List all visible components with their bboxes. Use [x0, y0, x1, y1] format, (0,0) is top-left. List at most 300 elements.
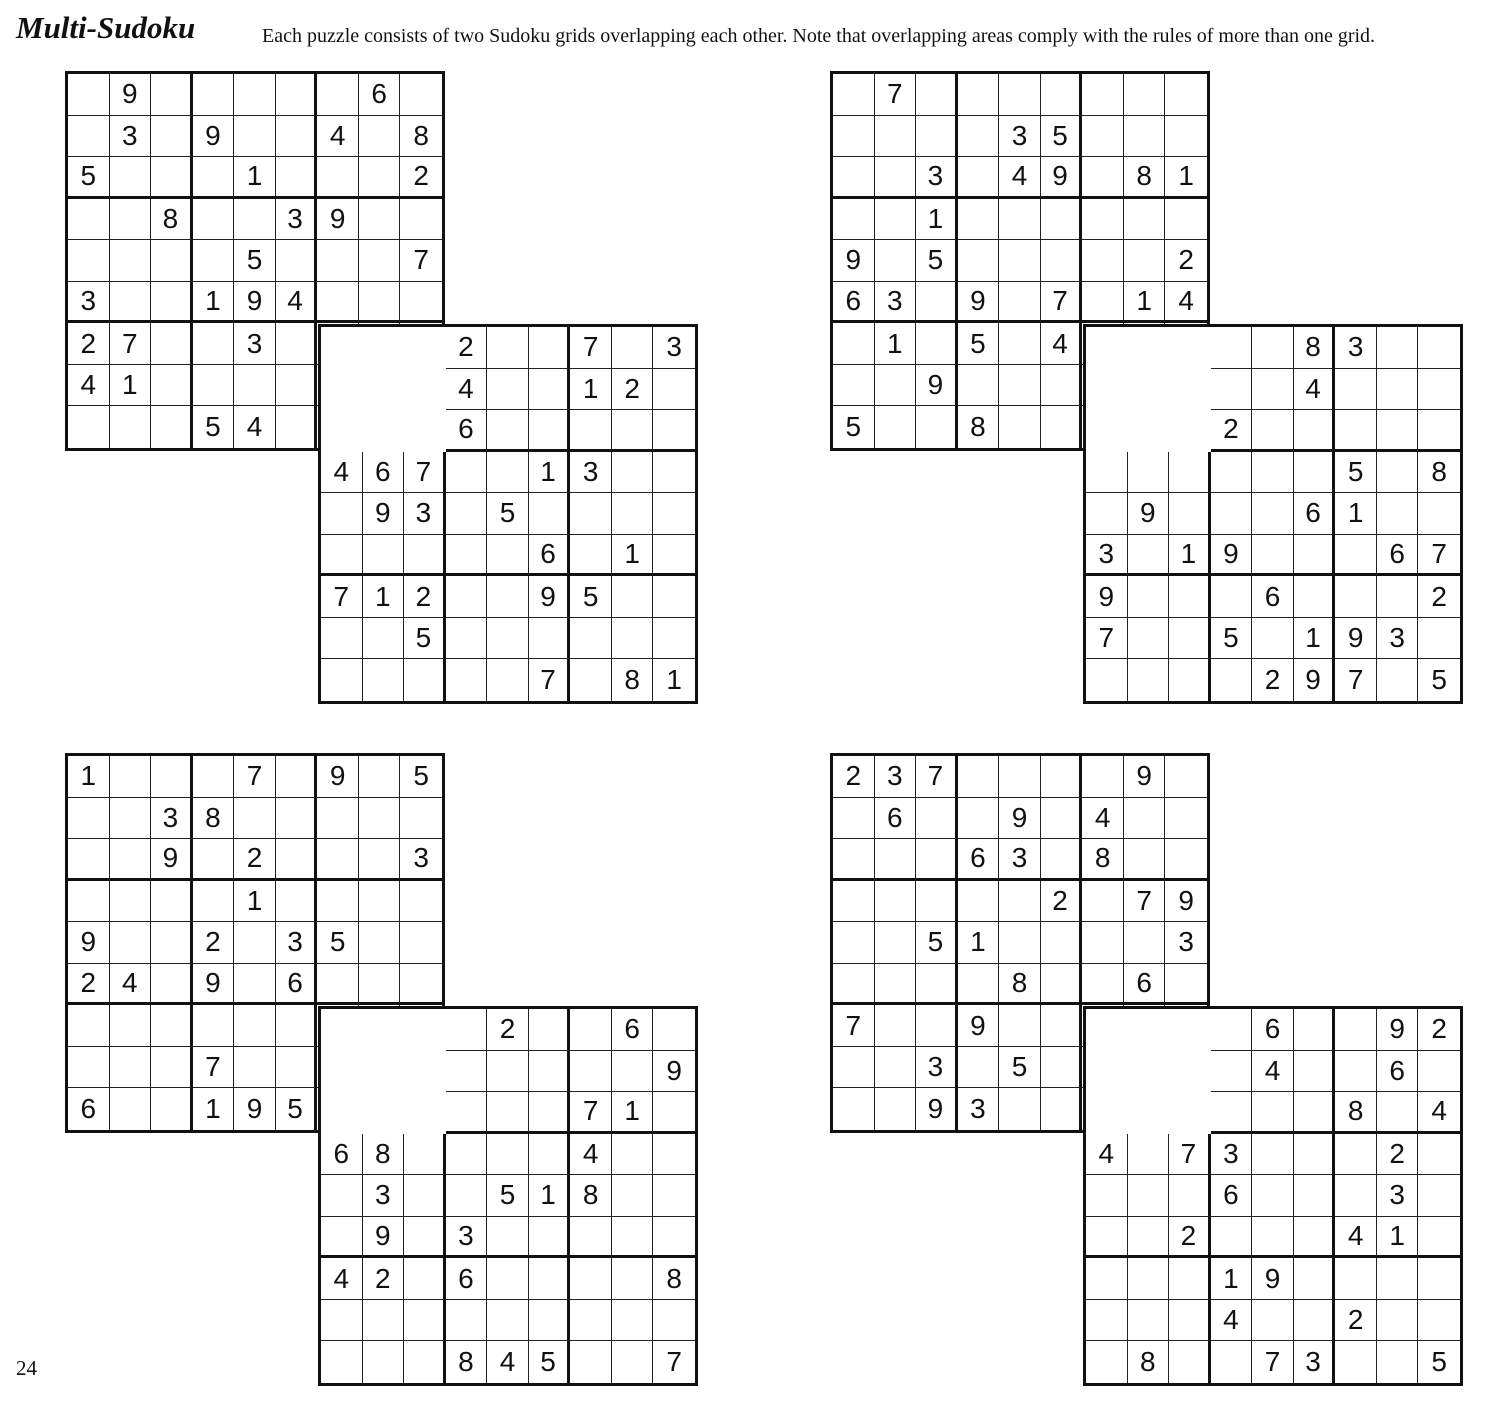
- sudoku-cell[interactable]: [1128, 1217, 1170, 1259]
- sudoku-cell[interactable]: [446, 1175, 488, 1217]
- sudoku-cell[interactable]: [487, 410, 529, 452]
- sudoku-cell[interactable]: [359, 116, 401, 158]
- sudoku-cell[interactable]: [1294, 1217, 1336, 1259]
- sudoku-cell[interactable]: [1335, 1341, 1377, 1383]
- sudoku-cell[interactable]: [999, 1088, 1041, 1130]
- sudoku-cell[interactable]: [1165, 798, 1207, 840]
- sudoku-cell[interactable]: [1294, 1092, 1336, 1134]
- sudoku-cell[interactable]: [653, 369, 695, 411]
- sudoku-cell[interactable]: [1041, 756, 1083, 798]
- sudoku-cell[interactable]: [1041, 798, 1083, 840]
- sudoku-cell[interactable]: [1252, 410, 1294, 452]
- sudoku-cell[interactable]: [1082, 116, 1124, 158]
- sudoku-cell[interactable]: [570, 1051, 612, 1093]
- sudoku-cell[interactable]: [1211, 659, 1253, 701]
- sudoku-cell[interactable]: [404, 1175, 446, 1217]
- sudoku-cell[interactable]: [612, 576, 654, 618]
- sudoku-cell[interactable]: [570, 410, 612, 452]
- sudoku-cell[interactable]: [359, 839, 401, 881]
- sudoku-cell[interactable]: [234, 74, 276, 116]
- sudoku-cell[interactable]: [1041, 240, 1083, 282]
- sudoku-cell[interactable]: [446, 576, 488, 618]
- sudoku-cell[interactable]: [529, 618, 571, 660]
- sudoku-cell[interactable]: [1294, 1258, 1336, 1300]
- sudoku-cell[interactable]: [193, 199, 235, 241]
- sudoku-cell[interactable]: [529, 493, 571, 535]
- sudoku-cell[interactable]: [1082, 240, 1124, 282]
- sudoku-cell[interactable]: [400, 922, 442, 964]
- sudoku-cell[interactable]: [400, 199, 442, 241]
- sudoku-cell[interactable]: [570, 535, 612, 577]
- sudoku-cell[interactable]: [1335, 1134, 1377, 1176]
- sudoku-cell[interactable]: [363, 1341, 405, 1383]
- sudoku-cell[interactable]: [68, 1005, 110, 1047]
- sudoku-cell[interactable]: [958, 74, 1000, 116]
- sudoku-cell[interactable]: [321, 659, 363, 701]
- sudoku-cell[interactable]: [151, 157, 193, 199]
- sudoku-cell[interactable]: [570, 1217, 612, 1259]
- sudoku-cell[interactable]: [487, 1300, 529, 1342]
- sudoku-cell[interactable]: [1124, 74, 1166, 116]
- sudoku-cell[interactable]: [1086, 493, 1128, 535]
- sudoku-cell[interactable]: [1252, 618, 1294, 660]
- sudoku-cell[interactable]: [916, 74, 958, 116]
- sudoku-cell[interactable]: [1086, 659, 1128, 701]
- sudoku-cell[interactable]: [1418, 410, 1460, 452]
- sudoku-cell[interactable]: [151, 74, 193, 116]
- sudoku-cell[interactable]: [916, 798, 958, 840]
- sudoku-cell[interactable]: [110, 881, 152, 923]
- sudoku-cell[interactable]: [1377, 452, 1419, 494]
- sudoku-cell[interactable]: [487, 659, 529, 701]
- sudoku-cell[interactable]: [68, 406, 110, 448]
- sudoku-cell[interactable]: [487, 576, 529, 618]
- sudoku-cell[interactable]: [317, 881, 359, 923]
- sudoku-cell[interactable]: [151, 282, 193, 324]
- sudoku-cell[interactable]: [446, 1134, 488, 1176]
- sudoku-cell[interactable]: [570, 1341, 612, 1383]
- sudoku-cell[interactable]: [916, 282, 958, 324]
- sudoku-cell[interactable]: [1082, 756, 1124, 798]
- sudoku-cell[interactable]: [916, 881, 958, 923]
- sudoku-cell[interactable]: [1041, 839, 1083, 881]
- sudoku-cell[interactable]: [958, 964, 1000, 1006]
- sudoku-cell[interactable]: [833, 116, 875, 158]
- sudoku-cell[interactable]: [446, 1092, 488, 1134]
- sudoku-cell[interactable]: [317, 964, 359, 1006]
- sudoku-cell[interactable]: [151, 240, 193, 282]
- sudoku-cell[interactable]: [1211, 1341, 1253, 1383]
- sudoku-cell[interactable]: [612, 327, 654, 369]
- sudoku-cell[interactable]: [404, 535, 446, 577]
- sudoku-cell[interactable]: [612, 1217, 654, 1259]
- sudoku-cell[interactable]: [193, 756, 235, 798]
- sudoku-cell[interactable]: [110, 1005, 152, 1047]
- sudoku-cell[interactable]: [446, 618, 488, 660]
- sudoku-cell[interactable]: [875, 1047, 917, 1089]
- sudoku-cell[interactable]: [999, 282, 1041, 324]
- sudoku-cell[interactable]: [1377, 1258, 1419, 1300]
- sudoku-cell[interactable]: [529, 369, 571, 411]
- sudoku-cell[interactable]: [446, 452, 488, 494]
- sudoku-cell[interactable]: [653, 1009, 695, 1051]
- sudoku-cell[interactable]: [653, 576, 695, 618]
- sudoku-cell[interactable]: [833, 922, 875, 964]
- sudoku-cell[interactable]: [1252, 1300, 1294, 1342]
- sudoku-cell[interactable]: [1335, 1051, 1377, 1093]
- sudoku-cell[interactable]: [400, 282, 442, 324]
- sudoku-cell[interactable]: [1377, 1300, 1419, 1342]
- sudoku-cell[interactable]: [359, 964, 401, 1006]
- sudoku-cell[interactable]: [1086, 1258, 1128, 1300]
- sudoku-cell[interactable]: [446, 1009, 488, 1051]
- sudoku-cell[interactable]: [321, 535, 363, 577]
- sudoku-cell[interactable]: [1418, 618, 1460, 660]
- sudoku-cell[interactable]: [234, 1005, 276, 1047]
- sudoku-cell[interactable]: [875, 199, 917, 241]
- sudoku-cell[interactable]: [68, 839, 110, 881]
- sudoku-cell[interactable]: [1418, 1258, 1460, 1300]
- sudoku-cell[interactable]: [833, 881, 875, 923]
- sudoku-cell[interactable]: [68, 1047, 110, 1089]
- sudoku-cell[interactable]: [1086, 1217, 1128, 1259]
- sudoku-cell[interactable]: [653, 535, 695, 577]
- sudoku-cell[interactable]: [653, 410, 695, 452]
- sudoku-cell[interactable]: [1252, 1134, 1294, 1176]
- sudoku-cell[interactable]: [612, 1051, 654, 1093]
- sudoku-cell[interactable]: [875, 881, 917, 923]
- sudoku-cell[interactable]: [359, 199, 401, 241]
- sudoku-cell[interactable]: [151, 406, 193, 448]
- sudoku-cell[interactable]: [68, 798, 110, 840]
- sudoku-cell[interactable]: [151, 323, 193, 365]
- sudoku-cell[interactable]: [68, 199, 110, 241]
- sudoku-cell[interactable]: [529, 1009, 571, 1051]
- sudoku-cell[interactable]: [1169, 1300, 1211, 1342]
- sudoku-cell[interactable]: [234, 116, 276, 158]
- sudoku-cell[interactable]: [276, 798, 318, 840]
- sudoku-cell[interactable]: [1082, 964, 1124, 1006]
- sudoku-cell[interactable]: [570, 659, 612, 701]
- sudoku-cell[interactable]: [1211, 576, 1253, 618]
- sudoku-cell[interactable]: [404, 1341, 446, 1383]
- sudoku-cell[interactable]: [359, 157, 401, 199]
- sudoku-cell[interactable]: [193, 74, 235, 116]
- sudoku-cell[interactable]: [446, 1300, 488, 1342]
- sudoku-cell[interactable]: [1252, 1175, 1294, 1217]
- sudoku-cell[interactable]: [276, 74, 318, 116]
- sudoku-cell[interactable]: [487, 1134, 529, 1176]
- sudoku-cell[interactable]: [653, 1134, 695, 1176]
- sudoku-cell[interactable]: [1169, 1175, 1211, 1217]
- sudoku-cell[interactable]: [321, 1341, 363, 1383]
- sudoku-cell[interactable]: [833, 157, 875, 199]
- sudoku-cell[interactable]: [404, 1134, 446, 1176]
- sudoku-cell[interactable]: [875, 157, 917, 199]
- sudoku-cell[interactable]: [529, 410, 571, 452]
- sudoku-cell[interactable]: [1377, 1341, 1419, 1383]
- sudoku-cell[interactable]: [1124, 922, 1166, 964]
- sudoku-cell[interactable]: [446, 659, 488, 701]
- sudoku-cell[interactable]: [1418, 1051, 1460, 1093]
- sudoku-cell[interactable]: [999, 365, 1041, 407]
- sudoku-cell[interactable]: [999, 756, 1041, 798]
- sudoku-cell[interactable]: [1294, 1175, 1336, 1217]
- sudoku-cell[interactable]: [1252, 452, 1294, 494]
- sudoku-cell[interactable]: [359, 798, 401, 840]
- sudoku-cell[interactable]: [1211, 493, 1253, 535]
- sudoku-cell[interactable]: [1252, 369, 1294, 411]
- sudoku-cell[interactable]: [151, 1088, 193, 1130]
- sudoku-cell[interactable]: [1335, 1009, 1377, 1051]
- sudoku-cell[interactable]: [110, 1088, 152, 1130]
- sudoku-cell[interactable]: [875, 240, 917, 282]
- sudoku-cell[interactable]: [1252, 1217, 1294, 1259]
- sudoku-cell[interactable]: [529, 1051, 571, 1093]
- sudoku-cell[interactable]: [833, 365, 875, 407]
- sudoku-cell[interactable]: [1124, 116, 1166, 158]
- sudoku-cell[interactable]: [487, 535, 529, 577]
- sudoku-cell[interactable]: [1335, 369, 1377, 411]
- sudoku-cell[interactable]: [1252, 535, 1294, 577]
- sudoku-cell[interactable]: [1128, 659, 1170, 701]
- sudoku-cell[interactable]: [1211, 452, 1253, 494]
- sudoku-cell[interactable]: [612, 1175, 654, 1217]
- sudoku-cell[interactable]: [1041, 74, 1083, 116]
- sudoku-cell[interactable]: [1377, 659, 1419, 701]
- sudoku-cell[interactable]: [276, 756, 318, 798]
- sudoku-cell[interactable]: [1128, 535, 1170, 577]
- sudoku-cell[interactable]: [1082, 881, 1124, 923]
- sudoku-cell[interactable]: [68, 881, 110, 923]
- sudoku-cell[interactable]: [110, 756, 152, 798]
- sudoku-cell[interactable]: [958, 881, 1000, 923]
- sudoku-cell[interactable]: [1165, 116, 1207, 158]
- sudoku-cell[interactable]: [999, 240, 1041, 282]
- sudoku-cell[interactable]: [1128, 1258, 1170, 1300]
- sudoku-cell[interactable]: [999, 323, 1041, 365]
- sudoku-cell[interactable]: [1169, 659, 1211, 701]
- sudoku-cell[interactable]: [400, 964, 442, 1006]
- sudoku-cell[interactable]: [110, 199, 152, 241]
- sudoku-cell[interactable]: [1124, 199, 1166, 241]
- sudoku-cell[interactable]: [1128, 618, 1170, 660]
- sudoku-cell[interactable]: [151, 365, 193, 407]
- sudoku-cell[interactable]: [999, 406, 1041, 448]
- sudoku-cell[interactable]: [1377, 410, 1419, 452]
- sudoku-cell[interactable]: [276, 157, 318, 199]
- sudoku-cell[interactable]: [359, 881, 401, 923]
- sudoku-cell[interactable]: [1082, 922, 1124, 964]
- sudoku-cell[interactable]: [321, 493, 363, 535]
- sudoku-cell[interactable]: [193, 1005, 235, 1047]
- sudoku-cell[interactable]: [958, 116, 1000, 158]
- sudoku-cell[interactable]: [193, 365, 235, 407]
- sudoku-cell[interactable]: [958, 365, 1000, 407]
- sudoku-cell[interactable]: [234, 1047, 276, 1089]
- sudoku-cell[interactable]: [958, 199, 1000, 241]
- sudoku-cell[interactable]: [1165, 74, 1207, 116]
- sudoku-cell[interactable]: [916, 1005, 958, 1047]
- sudoku-cell[interactable]: [1086, 452, 1128, 494]
- sudoku-cell[interactable]: [359, 756, 401, 798]
- sudoku-cell[interactable]: [1335, 535, 1377, 577]
- sudoku-cell[interactable]: [110, 1047, 152, 1089]
- sudoku-cell[interactable]: [1418, 1134, 1460, 1176]
- sudoku-cell[interactable]: [653, 1300, 695, 1342]
- sudoku-cell[interactable]: [1294, 1009, 1336, 1051]
- sudoku-cell[interactable]: [875, 406, 917, 448]
- sudoku-cell[interactable]: [276, 365, 318, 407]
- sudoku-cell[interactable]: [193, 323, 235, 365]
- sudoku-cell[interactable]: [1169, 618, 1211, 660]
- sudoku-cell[interactable]: [1294, 1134, 1336, 1176]
- sudoku-cell[interactable]: [875, 839, 917, 881]
- sudoku-cell[interactable]: [612, 452, 654, 494]
- sudoku-cell[interactable]: [68, 116, 110, 158]
- sudoku-cell[interactable]: [612, 1134, 654, 1176]
- sudoku-cell[interactable]: [1294, 1300, 1336, 1342]
- sudoku-cell[interactable]: [1377, 1092, 1419, 1134]
- sudoku-cell[interactable]: [1082, 199, 1124, 241]
- sudoku-cell[interactable]: [1252, 327, 1294, 369]
- sudoku-cell[interactable]: [151, 964, 193, 1006]
- sudoku-cell[interactable]: [234, 199, 276, 241]
- sudoku-cell[interactable]: [1169, 1341, 1211, 1383]
- sudoku-cell[interactable]: [1211, 1009, 1253, 1051]
- sudoku-cell[interactable]: [1294, 1051, 1336, 1093]
- sudoku-cell[interactable]: [151, 1047, 193, 1089]
- sudoku-cell[interactable]: [653, 618, 695, 660]
- sudoku-cell[interactable]: [1041, 406, 1083, 448]
- sudoku-cell[interactable]: [916, 406, 958, 448]
- sudoku-cell[interactable]: [653, 1217, 695, 1259]
- sudoku-cell[interactable]: [529, 327, 571, 369]
- sudoku-cell[interactable]: [1211, 1092, 1253, 1134]
- sudoku-cell[interactable]: [875, 1005, 917, 1047]
- sudoku-cell[interactable]: [1169, 493, 1211, 535]
- sudoku-cell[interactable]: [400, 881, 442, 923]
- sudoku-cell[interactable]: [193, 240, 235, 282]
- sudoku-cell[interactable]: [958, 1047, 1000, 1089]
- sudoku-cell[interactable]: [612, 410, 654, 452]
- sudoku-cell[interactable]: [1086, 1175, 1128, 1217]
- sudoku-cell[interactable]: [529, 1258, 571, 1300]
- sudoku-cell[interactable]: [404, 1258, 446, 1300]
- sudoku-cell[interactable]: [1377, 369, 1419, 411]
- sudoku-cell[interactable]: [916, 964, 958, 1006]
- sudoku-cell[interactable]: [1165, 839, 1207, 881]
- sudoku-cell[interactable]: [875, 964, 917, 1006]
- sudoku-cell[interactable]: [193, 881, 235, 923]
- sudoku-cell[interactable]: [653, 493, 695, 535]
- sudoku-cell[interactable]: [1169, 576, 1211, 618]
- sudoku-cell[interactable]: [317, 157, 359, 199]
- sudoku-cell[interactable]: [999, 881, 1041, 923]
- sudoku-cell[interactable]: [446, 493, 488, 535]
- sudoku-cell[interactable]: [1041, 922, 1083, 964]
- sudoku-cell[interactable]: [276, 1005, 318, 1047]
- sudoku-cell[interactable]: [999, 199, 1041, 241]
- sudoku-cell[interactable]: [612, 1300, 654, 1342]
- sudoku-cell[interactable]: [400, 798, 442, 840]
- sudoku-cell[interactable]: [359, 240, 401, 282]
- sudoku-cell[interactable]: [446, 535, 488, 577]
- sudoku-cell[interactable]: [1041, 1088, 1083, 1130]
- sudoku-cell[interactable]: [875, 922, 917, 964]
- sudoku-cell[interactable]: [875, 365, 917, 407]
- sudoku-cell[interactable]: [1128, 1175, 1170, 1217]
- sudoku-cell[interactable]: [1128, 576, 1170, 618]
- sudoku-cell[interactable]: [1124, 798, 1166, 840]
- sudoku-cell[interactable]: [1211, 1051, 1253, 1093]
- sudoku-cell[interactable]: [1169, 452, 1211, 494]
- sudoku-cell[interactable]: [363, 1300, 405, 1342]
- sudoku-cell[interactable]: [958, 756, 1000, 798]
- sudoku-cell[interactable]: [916, 323, 958, 365]
- sudoku-cell[interactable]: [529, 1134, 571, 1176]
- sudoku-cell[interactable]: [1211, 327, 1253, 369]
- sudoku-cell[interactable]: [1041, 199, 1083, 241]
- sudoku-cell[interactable]: [193, 157, 235, 199]
- sudoku-cell[interactable]: [404, 1300, 446, 1342]
- sudoku-cell[interactable]: [234, 964, 276, 1006]
- sudoku-cell[interactable]: [612, 618, 654, 660]
- sudoku-cell[interactable]: [110, 157, 152, 199]
- sudoku-cell[interactable]: [653, 452, 695, 494]
- sudoku-cell[interactable]: [1335, 1258, 1377, 1300]
- sudoku-cell[interactable]: [1082, 282, 1124, 324]
- sudoku-cell[interactable]: [193, 839, 235, 881]
- sudoku-cell[interactable]: [570, 493, 612, 535]
- sudoku-cell[interactable]: [529, 1300, 571, 1342]
- sudoku-cell[interactable]: [363, 659, 405, 701]
- sudoku-cell[interactable]: [234, 365, 276, 407]
- sudoku-cell[interactable]: [1082, 157, 1124, 199]
- sudoku-cell[interactable]: [321, 1300, 363, 1342]
- sudoku-cell[interactable]: [317, 282, 359, 324]
- sudoku-cell[interactable]: [1211, 369, 1253, 411]
- sudoku-cell[interactable]: [359, 922, 401, 964]
- sudoku-cell[interactable]: [151, 881, 193, 923]
- sudoku-cell[interactable]: [234, 922, 276, 964]
- sudoku-cell[interactable]: [110, 240, 152, 282]
- sudoku-cell[interactable]: [1418, 1300, 1460, 1342]
- sudoku-cell[interactable]: [833, 1047, 875, 1089]
- sudoku-cell[interactable]: [999, 922, 1041, 964]
- sudoku-cell[interactable]: [1165, 199, 1207, 241]
- sudoku-cell[interactable]: [151, 756, 193, 798]
- sudoku-cell[interactable]: [404, 1217, 446, 1259]
- sudoku-cell[interactable]: [1418, 369, 1460, 411]
- sudoku-cell[interactable]: [321, 1217, 363, 1259]
- sudoku-cell[interactable]: [363, 618, 405, 660]
- sudoku-cell[interactable]: [487, 1258, 529, 1300]
- sudoku-cell[interactable]: [151, 1005, 193, 1047]
- sudoku-cell[interactable]: [958, 798, 1000, 840]
- sudoku-cell[interactable]: [1082, 74, 1124, 116]
- sudoku-cell[interactable]: [875, 116, 917, 158]
- sudoku-cell[interactable]: [612, 1258, 654, 1300]
- sudoku-cell[interactable]: [1335, 576, 1377, 618]
- sudoku-cell[interactable]: [1252, 1092, 1294, 1134]
- sudoku-cell[interactable]: [1377, 493, 1419, 535]
- sudoku-cell[interactable]: [68, 240, 110, 282]
- sudoku-cell[interactable]: [317, 74, 359, 116]
- sudoku-cell[interactable]: [151, 116, 193, 158]
- sudoku-cell[interactable]: [833, 199, 875, 241]
- sudoku-cell[interactable]: [570, 618, 612, 660]
